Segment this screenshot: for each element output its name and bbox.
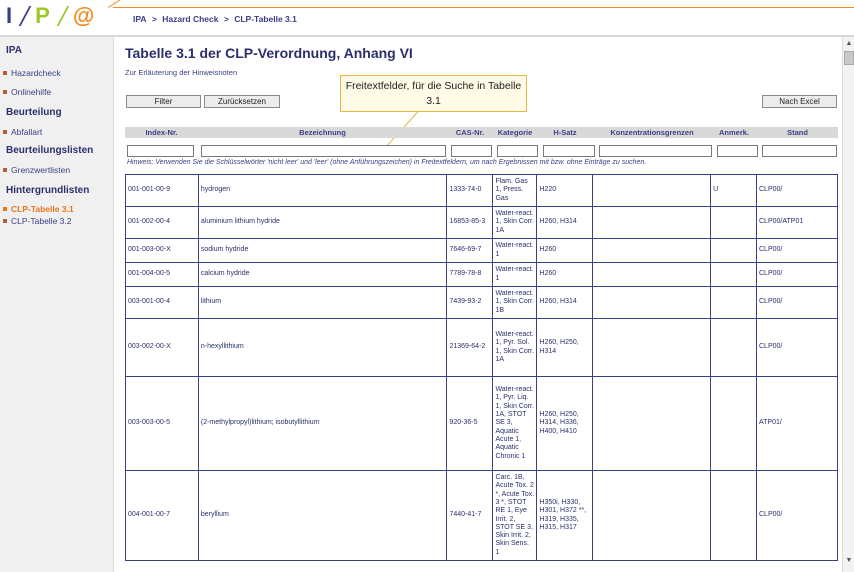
table-row[interactable] <box>126 239 838 263</box>
table-cell: CLP00/ <box>757 319 838 377</box>
table-cell: Flam. Gas 1, Press. Gas <box>493 175 537 207</box>
sidebar-heading-ipa: IPA <box>6 45 22 56</box>
table-cell: sodium hydride <box>198 239 447 263</box>
table-cell: 003-003-00-5 <box>126 377 199 471</box>
table-cell <box>711 263 757 287</box>
sidebar-item-label: CLP-Tabelle 3.1 <box>11 204 74 214</box>
main-content <box>115 37 842 572</box>
logo-slash-icon <box>19 6 32 26</box>
table-cell: H260, H250, H314, H336, H400, H410 <box>537 377 593 471</box>
table-cell: H260, H314 <box>537 207 593 239</box>
filter-anmerkung-input[interactable] <box>717 145 758 157</box>
bullet-icon <box>3 71 7 75</box>
table-cell: Water-react. 1 <box>493 263 537 287</box>
table-cell <box>593 175 711 207</box>
table-cell: hydrogen <box>198 175 447 207</box>
clp-table <box>125 174 838 561</box>
reset-button[interactable]: Zurücksetzen <box>204 95 280 108</box>
table-cell <box>593 471 711 561</box>
table-cell: CLP00/ <box>757 175 838 207</box>
table-cell: 7439-93-2 <box>447 287 493 319</box>
column-header[interactable]: H-Satz <box>553 128 577 137</box>
logo-slash-icon <box>56 6 69 26</box>
page-title: Tabelle 3.1 der CLP-Verordnung, Anhang VI <box>125 45 413 61</box>
table-cell: Water-react. 1 <box>493 239 537 263</box>
column-header[interactable]: Kategorie <box>497 128 533 137</box>
table-cell: 004-001-00-7 <box>126 471 199 561</box>
table-cell: H260, H250, H314 <box>537 319 593 377</box>
table-row[interactable] <box>126 471 838 561</box>
sidebar-item-grenzwertlisten[interactable] <box>3 165 70 175</box>
breadcrumb-hazard-check[interactable]: Hazard Check <box>162 14 219 24</box>
header <box>0 0 854 36</box>
table-cell: CLP00/ATP01 <box>757 207 838 239</box>
table-cell: ATP01/ <box>757 377 838 471</box>
table-cell: 001-001-00-9 <box>126 175 199 207</box>
table-cell: Water-react. 1, Skin Corr. 1B <box>493 287 537 319</box>
column-header[interactable]: Anmerk. <box>718 128 749 137</box>
sidebar-item-label: Hazardcheck <box>11 68 61 78</box>
breadcrumb-ipa[interactable]: IPA <box>133 14 147 24</box>
table-cell: 920-36-5 <box>447 377 493 471</box>
sidebar <box>0 37 114 572</box>
table-cell: Water-react. 1, Pyr. Sol. 1, Skin Corr. 1A <box>493 319 537 377</box>
sidebar-heading-hintergrundlisten: Hintergrundlisten <box>6 185 90 196</box>
filter-index-input[interactable] <box>127 145 194 157</box>
sidebar-item-abfallart[interactable] <box>3 127 42 137</box>
filter-kategorie-input[interactable] <box>497 145 538 157</box>
table-cell: 7440-41-7 <box>447 471 493 561</box>
column-header[interactable]: Stand <box>787 128 808 137</box>
table-cell: CLP00/ <box>757 263 838 287</box>
table-cell: 1333-74-0 <box>447 175 493 207</box>
table-cell: U <box>711 175 757 207</box>
table-cell: H260, H314 <box>537 287 593 319</box>
filter-cas-input[interactable] <box>451 145 492 157</box>
sidebar-item-label: Abfallart <box>11 127 43 137</box>
hinweisnoten-link[interactable]: Zur Erläuterung der Hinweisnoten <box>125 68 238 77</box>
sidebar-item-label: Onlinehilfe <box>11 87 52 97</box>
bullet-icon <box>3 219 7 223</box>
table-cell: 7646-69-7 <box>447 239 493 263</box>
bullet-icon <box>3 168 7 172</box>
table-cell: H260 <box>537 263 593 287</box>
table-cell: 001-003-00-X <box>126 239 199 263</box>
logo-i-glyph: I <box>6 3 13 28</box>
table-cell: aluminium lithium hydride <box>198 207 447 239</box>
sidebar-heading-beurteilungslisten: Beurteilungslisten <box>6 145 94 156</box>
bullet-icon <box>3 130 7 134</box>
table-cell: 003-002-00-X <box>126 319 199 377</box>
table-cell: CLP00/ <box>757 471 838 561</box>
bullet-icon <box>3 90 7 94</box>
filter-konzentrationsgrenzen-input[interactable] <box>599 145 712 157</box>
table-cell <box>593 377 711 471</box>
table-cell: CLP00/ <box>757 287 838 319</box>
sidebar-item-clp-tabelle-3-1[interactable] <box>3 204 74 214</box>
table-cell <box>593 287 711 319</box>
table-cell <box>593 319 711 377</box>
column-header[interactable]: CAS-Nr. <box>455 128 485 137</box>
table-cell <box>711 207 757 239</box>
table-cell: beryllium <box>198 471 447 561</box>
table-cell <box>711 319 757 377</box>
sidebar-item-hazardcheck[interactable] <box>3 68 61 78</box>
table-row[interactable] <box>126 377 838 471</box>
table-cell: H350i, H330, H301, H372 **, H319, H335, H315, H317 <box>537 471 593 561</box>
ipa-logo[interactable] <box>6 4 97 28</box>
logo-p-glyph: P <box>35 3 50 28</box>
breadcrumb-separator: > <box>151 14 157 24</box>
table-cell: 001-004-00-5 <box>126 263 199 287</box>
table-cell: 16853-85-3 <box>447 207 493 239</box>
table-cell <box>593 207 711 239</box>
column-header[interactable]: Index-Nr. <box>145 128 178 137</box>
table-cell: calcium hydride <box>198 263 447 287</box>
breadcrumb-clp-tabelle: CLP-Tabelle 3.1 <box>234 14 297 24</box>
table-cell: Carc. 1B, Acute Tox. 2 *, Acute Tox. 3 *, STOT RE 1, Eye Irrit. 2, STOT SE 3, Skin Irrit. 2, Skin Sens. 1 <box>493 471 537 561</box>
table-row[interactable] <box>126 175 838 207</box>
table-cell: (2-methylpropyl)lithium; isobutyllithium <box>198 377 447 471</box>
scroll-thumb[interactable] <box>844 51 854 65</box>
table-cell: Water-react. 1, Pyr. Liq. 1, Skin Corr. 1A, STOT SE 3, Aquatic Acute 1, Aquatic Chronic 1 <box>493 377 537 471</box>
table-header <box>125 127 838 138</box>
table-cell <box>711 471 757 561</box>
sidebar-item-clp-tabelle-3-2[interactable] <box>3 216 71 226</box>
column-header[interactable]: Bezeichnung <box>299 128 346 137</box>
table-cell: 001-002-00-4 <box>126 207 199 239</box>
sidebar-item-onlinehilfe[interactable] <box>3 87 51 97</box>
table-cell: lithium <box>198 287 447 319</box>
filter-button[interactable]: Filter <box>126 95 201 108</box>
table-cell: CLP00/ <box>757 239 838 263</box>
search-hint: Hinweis: Verwenden Sie die Schlüsselwörter 'nicht leer' und 'leer' (ohne Anführungszeichen) in Freitextfeldern, um nach Ergebnissen mit bzw. ohne Einträge zu suchen. <box>127 159 647 166</box>
scroll-up-icon[interactable]: ▲ <box>845 40 853 47</box>
header-accent-line <box>113 7 854 8</box>
breadcrumb <box>133 14 300 24</box>
filter-h-satz-input[interactable] <box>543 145 595 157</box>
vertical-scrollbar[interactable] <box>842 37 854 572</box>
table-cell <box>711 239 757 263</box>
table-cell <box>593 239 711 263</box>
callout-tooltip: Freitextfelder, für die Suche in Tabelle 3.1 <box>340 75 527 112</box>
sidebar-item-label: CLP-Tabelle 3.2 <box>11 216 72 226</box>
scroll-down-icon[interactable]: ▼ <box>845 557 853 564</box>
table-cell: H260 <box>537 239 593 263</box>
column-header[interactable]: Konzentrationsgrenzen <box>610 128 694 137</box>
table-cell: Water-react. 1, Skin Corr. 1A <box>493 207 537 239</box>
breadcrumb-separator: > <box>223 14 229 24</box>
table-row[interactable] <box>126 263 838 287</box>
table-row[interactable] <box>126 319 838 377</box>
table-cell: 003-001-00-4 <box>126 287 199 319</box>
sidebar-item-label: Grenzwertlisten <box>11 165 71 175</box>
export-excel-button[interactable]: Nach Excel <box>762 95 837 108</box>
table-cell: H220 <box>537 175 593 207</box>
table-cell: 7789-78-8 <box>447 263 493 287</box>
filter-stand-input[interactable] <box>762 145 837 157</box>
logo-at-glyph: @ <box>72 3 95 28</box>
table-body <box>126 175 838 561</box>
sidebar-heading-beurteilung: Beurteilung <box>6 107 62 118</box>
table-cell <box>711 287 757 319</box>
bullet-icon <box>3 207 7 211</box>
table-row[interactable] <box>126 207 838 239</box>
table-cell <box>711 377 757 471</box>
table-cell: n-hexyllithium <box>198 319 447 377</box>
table-cell: 21369-64-2 <box>447 319 493 377</box>
table-cell <box>593 263 711 287</box>
table-row[interactable] <box>126 287 838 319</box>
filter-bezeichnung-input[interactable] <box>201 145 446 157</box>
